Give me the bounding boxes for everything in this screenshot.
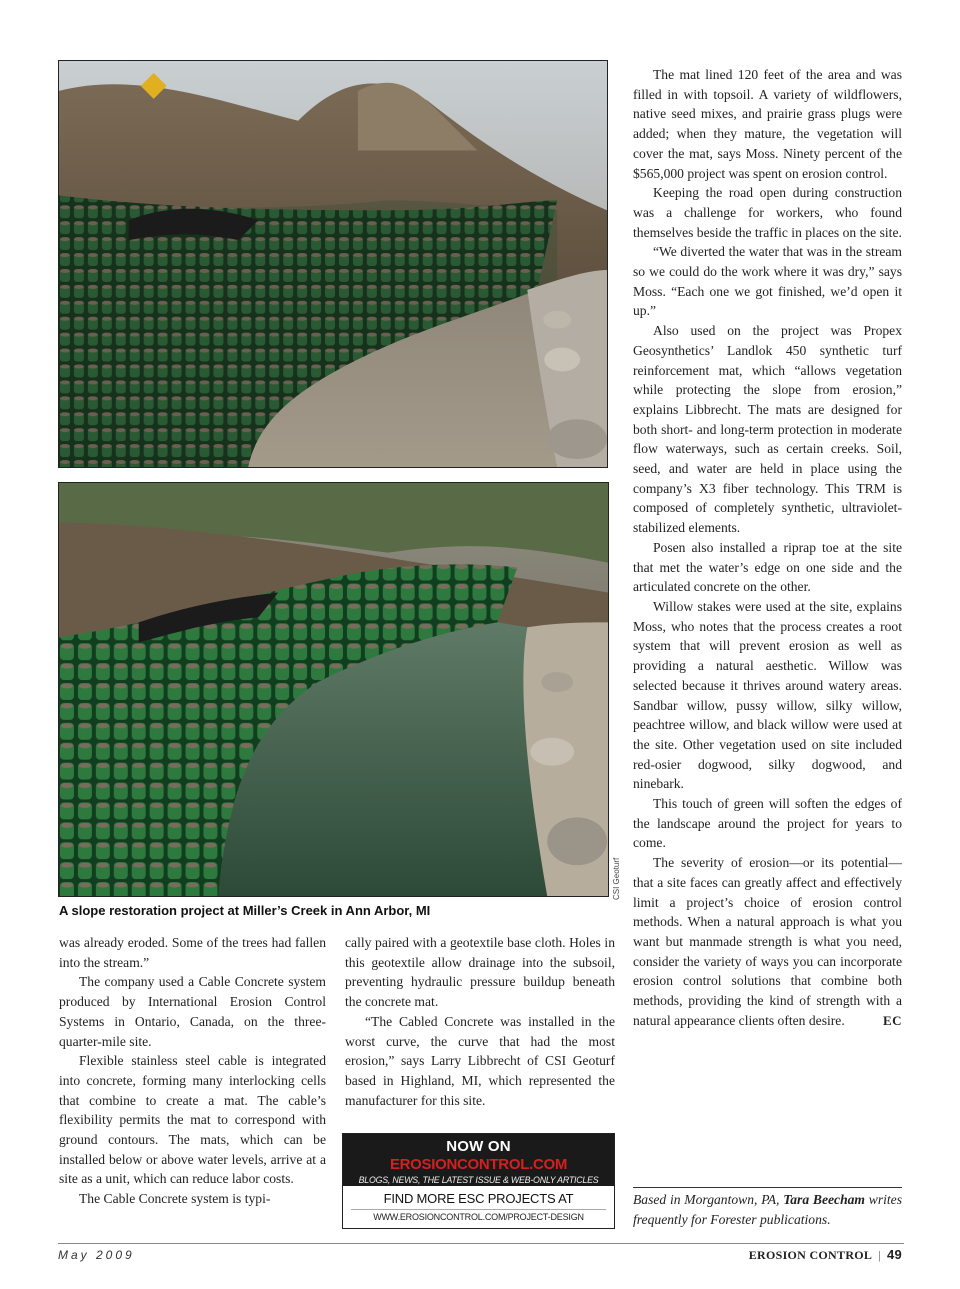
photo-bottom (58, 482, 609, 897)
paragraph: The Cable Concrete system is typi- (79, 1191, 271, 1207)
end-mark: EC (882, 1012, 902, 1028)
photo-credit: CSI Geoturf (612, 857, 621, 900)
paragraph: “We diverted the water that was in the stream so we could do the work where it was dry,” says Moss. “Each one we got finished, we’d open it up.” (633, 244, 902, 319)
promo-project-link[interactable]: WWW.EROSIONCONTROL.COM/PROJECT-DESIGN (351, 1209, 606, 1222)
bio-divider (633, 1187, 902, 1188)
bio-author-name: Tara Beecham (783, 1192, 865, 1207)
promo-now-on: NOW ON (446, 1138, 511, 1155)
promo-box[interactable] (342, 1133, 615, 1229)
photo-top-image (59, 61, 607, 467)
paragraph: The company used a Cable Concrete system produced by International Erosion Control Systems in Ontario, Canada, on the three-quarter-mile site. (59, 974, 326, 1049)
paragraph: The mat lined 120 feet of the area and was filled in with topsoil. A variety of wildflowers, native seed mixes, and prairie grass plugs were added; when they mature, the vegetation will cover the mat, says Moss. Ninety percent of the $565,000 project was spent on erosion control. (633, 67, 902, 181)
paragraph: Willow stakes were used at the site, explains Moss, who notes that the process creates a root system that will prevent erosion as well as providing a natural aesthetic. Willow was selected because it thrives around watery areas. Sandbar willow, pussy willow, silky willow, peachtree willow, and black willow were used at the site. Other vegetation used on site included red-osier dogwood, silky dogwood, and ninebark. (633, 598, 902, 792)
footer-folio (749, 1247, 902, 1263)
paragraph: Posen also installed a riprap toe at the site that met the water’s edge on one side and the articulated concrete on the other. (633, 539, 902, 595)
promo-find-more: FIND MORE ESC PROJECTS AT (383, 1191, 574, 1206)
article-column-2 (345, 933, 615, 1110)
paragraph: was already eroded. Some of the trees had fallen into the stream.” (59, 935, 326, 970)
bio-suffix: writes frequently for Forester publications. (633, 1192, 902, 1227)
footer-magazine: EROSION CONTROL (748, 1248, 873, 1262)
paragraph: “The Cabled Concrete was installed in the worst curve, the curve that had the most erosion,” says Larry Libbrecht of CSI Geoturf based in Highland, MI, which represented the manufacturer for this site. (345, 1013, 615, 1108)
page-number: 49 (886, 1247, 902, 1262)
footer-date: May 2009 (58, 1248, 135, 1262)
paragraph: This touch of green will soften the edges of the landscape around the project for years to come. (633, 796, 902, 851)
author-bio (633, 1190, 902, 1229)
promo-banner (343, 1134, 614, 1186)
paragraph-final (633, 853, 902, 1030)
paragraph: Also used on the project was Propex Geosynthetics’ Landlok 450 synthetic turf reinforcement mat, which “allows vegetation while protecting the slope from erosion,” explains Libbrecht. The mats are designed for both short- and long-term protection in moderate flow waterways, such as certain creeks. Soil, seed, and water are held in place using the company’s X3 fiber technology. This TRM is composed of completely synthetic, ultraviolet-stabilized elements. (633, 323, 902, 536)
photo-caption: A slope restoration project at Miller’s Creek in Ann Arbor, MI (59, 903, 431, 918)
bio-prefix: Based in Morgantown, PA, (633, 1192, 784, 1207)
footer-divider (58, 1243, 904, 1244)
promo-tagline: BLOGS, NEWS, THE LATEST ISSUE & WEB-ONLY ARTICLES (358, 1175, 599, 1185)
article-column-3 (633, 65, 902, 1030)
paragraph: Keeping the road open during construction was a challenge for workers, who found themselves beside the traffic in places on the site. (633, 185, 902, 240)
photo-top (58, 60, 608, 468)
paragraph: Flexible stainless steel cable is integrated into concrete, forming many interlocking cells that combine to create a mat. The cable’s flexibility permits the mat to correspond with ground contours. The mats, which can be installed below or above water levels, arrive at a site as a unit, which can reduce labor costs. (59, 1053, 326, 1187)
paragraph: cally paired with a geotextile base cloth. Holes in this geotextile allow drainage into the subsoil, preventing hydraulic pressure buildup beneath the concrete mat. (345, 935, 615, 1010)
paragraph-final-text: The severity of erosion—or its potential—that a site faces can greatly affect and effectively limit a project’s choice of erosion control methods. When a natural approach is what you want but manmade strength is what you need, consider the variety of ways you can incorporate erosion control solutions that combine both methods, providing the kind of strength with a natural appearance clients often desire. (633, 855, 902, 1028)
promo-site-link[interactable]: EROSIONCONTROL.COM (389, 1156, 568, 1173)
photo-bottom-image (59, 483, 608, 896)
article-column-1 (59, 933, 326, 1209)
footer-separator: | (878, 1248, 881, 1262)
